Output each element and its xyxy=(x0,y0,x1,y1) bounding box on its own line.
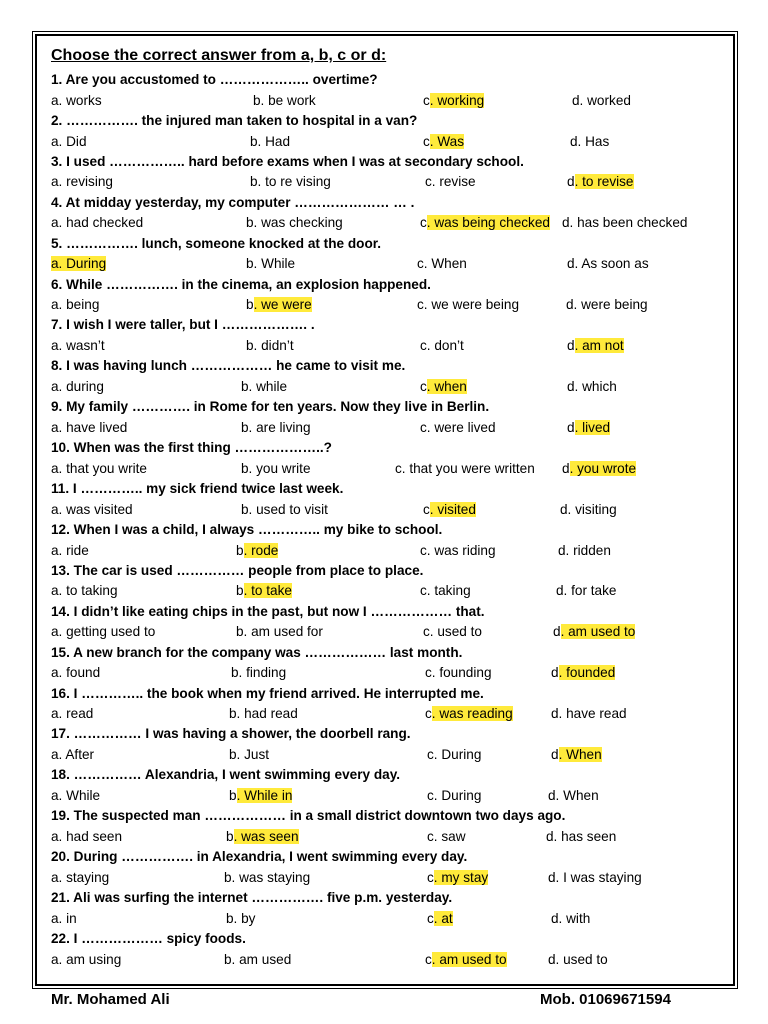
option-d: d. has been checked xyxy=(562,215,688,231)
option-c: c. used to xyxy=(423,624,482,640)
option-c: c. taking xyxy=(420,583,471,599)
option-d: d. founded xyxy=(551,665,616,681)
option-c: c. visited xyxy=(423,501,476,517)
option-a: a. getting used to xyxy=(51,624,156,640)
option-c: c. at xyxy=(427,910,453,926)
option-a: a. During xyxy=(51,256,107,272)
answer-highlight: . am used to xyxy=(560,624,636,640)
question-stem: 22. I ……………… spicy foods. xyxy=(51,930,246,946)
question-stem: 18. …………… Alexandria, I went swimming every day. xyxy=(51,767,401,783)
question-stem: 15. A new branch for the company was ……………… last month. xyxy=(51,644,463,660)
option-a: a. that you write xyxy=(51,460,147,476)
answer-highlight: . when xyxy=(426,378,467,394)
question-stem: 21. Ali was surfing the internet ……………. five p.m. yesterday. xyxy=(51,890,453,905)
option-d: d. to revise xyxy=(567,174,634,190)
question-stem: 11. I ………….. my sick friend twice last week. xyxy=(51,481,344,496)
option-b: b. Had xyxy=(250,133,291,149)
option-d: d. for take xyxy=(556,583,617,599)
option-b: b. finding xyxy=(231,665,287,681)
option-c: c. working xyxy=(423,92,485,108)
option-b: b. while xyxy=(241,378,288,394)
option-a: a. to taking xyxy=(51,583,118,599)
question-stem: 20. During ……………. in Alexandria, I went swimming every day. xyxy=(51,849,468,865)
answer-highlight: . When xyxy=(558,747,602,762)
question-stem: 4. At midday yesterday, my computer ………………… … . xyxy=(51,194,415,210)
question-stem: 14. I didn’t like eating chips in the past, but now I ……………… that. xyxy=(51,603,485,619)
option-a: a. While xyxy=(51,787,101,803)
option-c: c. when xyxy=(420,378,467,394)
option-b: b. was checking xyxy=(246,215,343,231)
option-c: c. Was xyxy=(423,133,465,149)
question-stem: 6. While ……………. in the cinema, an explosion happened. xyxy=(51,276,431,292)
option-c: c. were lived xyxy=(420,419,496,435)
option-b: b. While in xyxy=(229,787,293,803)
option-b: b. used to visit xyxy=(241,501,328,517)
option-b: b. am used for xyxy=(236,624,323,640)
answer-highlight: . Was xyxy=(429,133,465,149)
option-d: d. When xyxy=(548,787,599,803)
question-stem: 10. When was the first thing ………………..? xyxy=(51,440,332,456)
question-stem: 17. …………… I was having a shower, the doorbell rang. xyxy=(51,726,411,742)
option-c: c. am used to xyxy=(425,951,507,967)
option-b: b. didn’t xyxy=(246,338,294,353)
option-a: a. staying xyxy=(51,869,110,885)
answer-highlight: . was reading xyxy=(431,706,513,722)
answer-highlight: . am not xyxy=(574,338,624,353)
option-b: b. had read xyxy=(229,706,298,722)
option-d: d. Has xyxy=(570,133,610,149)
answer-highlight: . While in xyxy=(236,787,293,803)
option-d: d. have read xyxy=(551,706,627,722)
answer-highlight: . to take xyxy=(243,583,292,599)
answer-highlight: . working xyxy=(429,92,485,108)
option-a: a. ride xyxy=(51,542,89,558)
option-d: d. used to xyxy=(548,951,608,967)
option-d: d. visiting xyxy=(560,501,617,517)
option-a: a. during xyxy=(51,378,104,394)
option-b: b. be work xyxy=(253,92,316,108)
option-d: d. am not xyxy=(567,338,624,353)
option-c: c. don’t xyxy=(420,338,464,353)
answer-highlight: . my stay xyxy=(433,869,489,885)
option-a: a. read xyxy=(51,706,94,722)
footer-author: Mr. Mohamed Ali xyxy=(51,991,170,1008)
answer-highlight: . rode xyxy=(243,542,279,558)
question-stem: 16. I ………….. the book when my friend arrived. He interrupted me. xyxy=(51,685,484,701)
question-stem: 3. I used …………….. hard before exams when I was at secondary school. xyxy=(51,153,524,169)
option-c: c. During xyxy=(427,747,482,762)
option-a: a. in xyxy=(51,910,77,926)
option-c: c. was riding xyxy=(420,542,496,558)
option-d: d. you wrote xyxy=(562,460,637,476)
answer-highlight: . founded xyxy=(558,665,616,681)
option-a: a. works xyxy=(51,92,102,108)
option-c: c. saw xyxy=(427,828,466,844)
option-b: b. rode xyxy=(236,542,279,558)
option-d: d. am used to xyxy=(553,624,636,640)
answer-highlight: . was seen xyxy=(233,828,299,844)
question-stem: 2. ……………. the injured man taken to hospital in a van? xyxy=(51,112,418,128)
option-c: c. founding xyxy=(425,665,492,681)
question-stem: 13. The car is used …………… people from place to place. xyxy=(51,562,424,578)
option-a: a. found xyxy=(51,665,101,681)
answer-highlight: . to revise xyxy=(574,174,634,190)
question-stem: 19. The suspected man ……………… in a small district downtown two days ago. xyxy=(51,808,566,824)
option-b: b. am used xyxy=(224,951,292,967)
option-d: d. ridden xyxy=(558,542,611,558)
question-stem: 9. My family …………. in Rome for ten years. Now they live in Berlin. xyxy=(51,399,490,415)
option-d: d. When xyxy=(551,747,602,762)
answer-highlight: . visited xyxy=(429,501,476,517)
answer-highlight: . you wrote xyxy=(569,460,637,476)
option-b: b. Just xyxy=(229,747,270,762)
option-a: a. had checked xyxy=(51,215,144,231)
option-b: b. are living xyxy=(241,419,311,435)
option-d: d. worked xyxy=(572,92,631,108)
option-c: c. revise xyxy=(425,174,476,190)
option-c: c. that you were written xyxy=(395,460,535,476)
option-a: a. After xyxy=(51,747,95,762)
answer-highlight: . at xyxy=(433,910,453,926)
option-d: d. I was staying xyxy=(548,869,642,885)
option-b: b. While xyxy=(246,256,296,272)
option-c: c. was reading xyxy=(425,706,513,722)
question-stem: 7. I wish I were taller, but I ………………. . xyxy=(51,317,315,333)
option-a: a. have lived xyxy=(51,419,128,435)
option-b: b. to take xyxy=(236,583,292,599)
question-stem: 5. ……………. lunch, someone knocked at the door. xyxy=(51,235,382,251)
option-d: d. which xyxy=(567,378,617,394)
option-d: d. As soon as xyxy=(567,256,649,272)
option-c: c. my stay xyxy=(427,869,489,885)
option-b: b. was seen xyxy=(226,828,299,844)
option-a: a. revising xyxy=(51,174,113,190)
option-b: b. to re vising xyxy=(250,174,331,190)
footer-mobile: Mob. 01069671594 xyxy=(540,991,671,1008)
option-b: b. you write xyxy=(241,460,311,476)
option-c: c. was being checked xyxy=(420,215,550,231)
option-c: c. we were being xyxy=(417,297,520,313)
option-a: a. wasn’t xyxy=(51,338,105,353)
option-b: b. we were xyxy=(246,297,312,313)
option-b: b. was staying xyxy=(224,869,311,885)
option-d: d. lived xyxy=(567,419,611,435)
answer-highlight: . we were xyxy=(253,297,312,313)
option-a: a. was visited xyxy=(51,501,133,517)
question-stem: 1. Are you accustomed to ……………….. overtime? xyxy=(51,72,378,87)
option-a: a. Did xyxy=(51,133,87,149)
answer-highlight: . lived xyxy=(574,419,611,435)
question-stem: 12. When I was a child, I always ………….. my bike to school. xyxy=(51,521,443,537)
option-d: d. were being xyxy=(566,297,648,313)
option-d: d. has seen xyxy=(546,828,617,844)
option-c: c. When xyxy=(417,256,467,272)
option-a: a. had seen xyxy=(51,828,123,844)
worksheet-heading: Choose the correct answer from a, b, c or d: xyxy=(51,47,387,64)
option-b: b. by xyxy=(226,910,256,926)
answer-highlight: . am used to xyxy=(431,951,507,967)
question-stem: 8. I was having lunch ……………… he came to visit me. xyxy=(51,358,406,374)
answer-highlight: . was being checked xyxy=(426,215,550,231)
option-a: a. am using xyxy=(51,951,122,967)
option-d: d. with xyxy=(551,910,591,926)
option-c: c. During xyxy=(427,787,482,803)
option-a: a. being xyxy=(51,297,100,313)
